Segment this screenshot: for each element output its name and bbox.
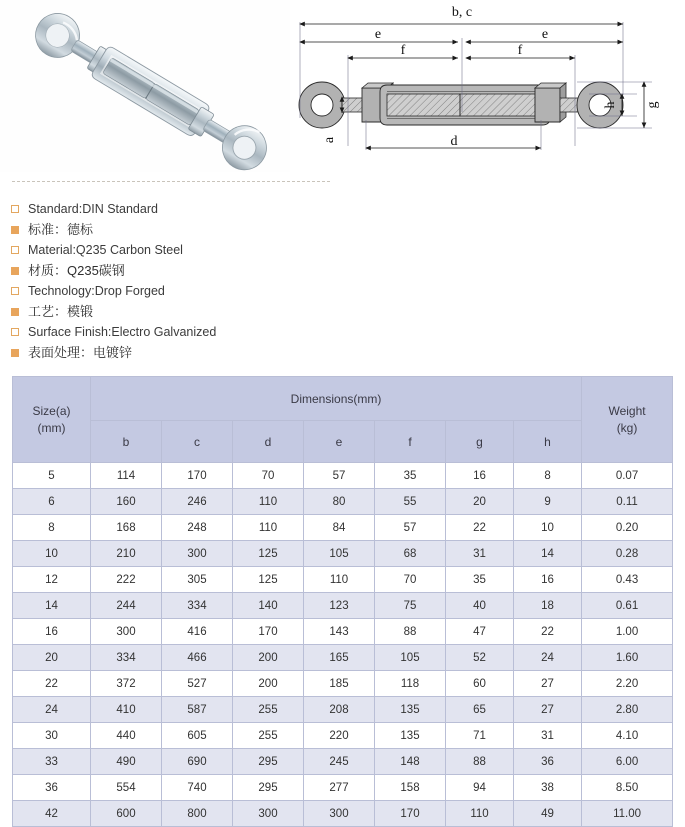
cell-g: 110 [446,801,514,827]
cell-d: 125 [233,541,304,567]
cell-size: 12 [13,567,91,593]
cell-f: 148 [375,749,446,775]
cell-d: 110 [233,515,304,541]
cell-h: 14 [514,541,582,567]
cell-size: 14 [13,593,91,619]
table-row [13,489,673,515]
cell-f: 118 [375,671,446,697]
specification-list [11,199,411,363]
table-row [13,671,673,697]
table-row [13,801,673,827]
spec-text: 材质：Q235碳钢 [28,262,125,278]
cell-size: 10 [13,541,91,567]
cell-b: 334 [91,645,162,671]
dim-label-g: g [645,101,660,109]
header-weight-unit: (kg) [616,420,638,435]
cell-f: 75 [375,593,446,619]
cell-f: 57 [375,515,446,541]
cell-h: 38 [514,775,582,801]
cell-weight: 0.28 [582,541,673,567]
spec-item-surface-cn [11,343,411,363]
drawing-rod-right [460,94,535,116]
cell-c: 246 [162,489,233,515]
spec-text: 标准：德标 [28,221,94,237]
cell-b: 372 [91,671,162,697]
cell-g: 60 [446,671,514,697]
top-illustration-area [0,0,685,172]
cell-g: 47 [446,619,514,645]
cell-b: 222 [91,567,162,593]
cell-weight: 1.60 [582,645,673,671]
drawing-right-block [535,88,560,122]
cell-e: 80 [304,489,375,515]
header-col-b: b [91,421,162,463]
spec-text: Standard:DIN Standard [28,202,158,216]
turnbuckle-assembly [27,5,274,178]
cell-g: 40 [446,593,514,619]
spec-text: Technology:Drop Forged [28,284,165,298]
cell-e: 105 [304,541,375,567]
table-row [13,619,673,645]
header-col-h: h [514,421,582,463]
cell-b: 168 [91,515,162,541]
header-col-d: d [233,421,304,463]
cell-g: 65 [446,697,514,723]
dim-label-h: h [603,101,618,109]
cell-f: 135 [375,723,446,749]
dim-label-e-right: e [541,27,549,42]
solid-square-bullet-icon [11,349,19,357]
cell-c: 300 [162,541,233,567]
header-weight [582,377,673,463]
cell-h: 10 [514,515,582,541]
cell-size: 8 [13,515,91,541]
cell-f: 158 [375,775,446,801]
hollow-square-bullet-icon [11,205,19,213]
cell-b: 160 [91,489,162,515]
cell-d: 255 [233,723,304,749]
cell-g: 20 [446,489,514,515]
cell-d: 200 [233,645,304,671]
technical-drawing [292,0,685,172]
cell-f: 68 [375,541,446,567]
cell-d: 255 [233,697,304,723]
cell-weight: 0.11 [582,489,673,515]
cell-d: 125 [233,567,304,593]
cell-h: 27 [514,697,582,723]
header-size [13,377,91,463]
dimensions-table [12,376,673,827]
cell-h: 27 [514,671,582,697]
cell-g: 52 [446,645,514,671]
cell-e: 208 [304,697,375,723]
cell-f: 35 [375,463,446,489]
spec-text: Surface Finish:Electro Galvanized [28,325,217,339]
solid-square-bullet-icon [11,267,19,275]
spec-item-technology-en [11,281,411,301]
cell-e: 165 [304,645,375,671]
cell-h: 49 [514,801,582,827]
cell-b: 490 [91,749,162,775]
cell-c: 740 [162,775,233,801]
cell-h: 36 [514,749,582,775]
cell-h: 16 [514,567,582,593]
dimensions-table-container [12,376,672,827]
cell-c: 466 [162,645,233,671]
drawing-left-rod [342,98,364,112]
cell-f: 88 [375,619,446,645]
cell-c: 248 [162,515,233,541]
table-row [13,541,673,567]
table-row [13,463,673,489]
cell-d: 300 [233,801,304,827]
header-dimensions: Dimensions(mm) [91,377,582,421]
hollow-square-bullet-icon [11,328,19,336]
cell-weight: 11.00 [582,801,673,827]
spec-item-material-cn [11,261,411,281]
cell-b: 554 [91,775,162,801]
cell-d: 200 [233,671,304,697]
cell-h: 9 [514,489,582,515]
cell-weight: 6.00 [582,749,673,775]
product-photo [0,0,290,172]
cell-b: 114 [91,463,162,489]
cell-d: 170 [233,619,304,645]
cell-h: 31 [514,723,582,749]
solid-square-bullet-icon [11,226,19,234]
drawing-part-geometry [299,82,623,128]
cell-b: 244 [91,593,162,619]
cell-h: 18 [514,593,582,619]
cell-weight: 2.80 [582,697,673,723]
table-body [13,463,673,827]
cell-g: 88 [446,749,514,775]
drawing-rod-left [387,94,460,116]
cell-c: 334 [162,593,233,619]
cell-e: 57 [304,463,375,489]
dim-label-d: d [450,134,458,149]
cell-f: 70 [375,567,446,593]
table-row [13,723,673,749]
cell-h: 24 [514,645,582,671]
cell-e: 110 [304,567,375,593]
table-row [13,515,673,541]
cell-c: 587 [162,697,233,723]
hollow-square-bullet-icon [11,287,19,295]
cell-e: 123 [304,593,375,619]
table-row [13,567,673,593]
header-col-f: f [375,421,446,463]
cell-e: 300 [304,801,375,827]
cell-c: 690 [162,749,233,775]
cell-weight: 4.10 [582,723,673,749]
cell-f: 170 [375,801,446,827]
cell-b: 210 [91,541,162,567]
cell-f: 105 [375,645,446,671]
cell-b: 300 [91,619,162,645]
cell-c: 527 [162,671,233,697]
cell-g: 35 [446,567,514,593]
table-header-row-2 [13,421,673,463]
cell-c: 605 [162,723,233,749]
cell-size: 36 [13,775,91,801]
dim-label-e-left: e [374,27,382,42]
cell-d: 70 [233,463,304,489]
right-eye [214,118,274,178]
dim-label-a: a [322,136,337,144]
table-row [13,645,673,671]
cell-weight: 0.61 [582,593,673,619]
spec-item-surface-en [11,322,411,342]
cell-f: 55 [375,489,446,515]
cell-e: 220 [304,723,375,749]
cell-h: 8 [514,463,582,489]
cell-g: 22 [446,515,514,541]
cell-c: 800 [162,801,233,827]
header-size-unit: (mm) [37,420,66,435]
cell-size: 5 [13,463,91,489]
spec-item-material-en [11,240,411,260]
cell-e: 84 [304,515,375,541]
cell-g: 71 [446,723,514,749]
dim-label-f-right: f [517,43,523,58]
header-col-c: c [162,421,233,463]
cell-size: 22 [13,671,91,697]
cell-weight: 2.20 [582,671,673,697]
cell-e: 277 [304,775,375,801]
header-weight-label: Weight [608,403,646,418]
dim-label-bc: b, c [451,5,473,20]
cell-weight: 0.07 [582,463,673,489]
spec-item-standard-cn [11,220,411,240]
turnbuckle-photo-svg [0,0,290,172]
cell-d: 295 [233,775,304,801]
cell-f: 135 [375,697,446,723]
table-row [13,775,673,801]
table-head [13,377,673,463]
cell-e: 245 [304,749,375,775]
cell-size: 24 [13,697,91,723]
cell-weight: 0.20 [582,515,673,541]
table-header-row-1 [13,377,673,421]
cell-g: 94 [446,775,514,801]
table-row [13,749,673,775]
cell-weight: 1.00 [582,619,673,645]
cell-b: 440 [91,723,162,749]
section-divider [12,181,330,182]
cell-b: 410 [91,697,162,723]
cell-weight: 8.50 [582,775,673,801]
spec-text: Material:Q235 Carbon Steel [28,243,183,257]
header-col-e: e [304,421,375,463]
cell-size: 33 [13,749,91,775]
cell-size: 30 [13,723,91,749]
solid-square-bullet-icon [11,308,19,316]
dim-label-f-left: f [400,43,406,58]
spec-text: 表面处理：电镀锌 [28,344,133,360]
cell-size: 42 [13,801,91,827]
table-row [13,593,673,619]
cell-size: 20 [13,645,91,671]
cell-c: 416 [162,619,233,645]
cell-d: 110 [233,489,304,515]
cell-e: 185 [304,671,375,697]
cell-weight: 0.43 [582,567,673,593]
spec-item-standard-en [11,199,411,219]
header-size-label: Size(a) [32,403,71,418]
left-eye [27,5,87,65]
cell-g: 31 [446,541,514,567]
table-row [13,697,673,723]
hollow-square-bullet-icon [11,246,19,254]
cell-h: 22 [514,619,582,645]
cell-g: 16 [446,463,514,489]
cell-d: 140 [233,593,304,619]
cell-e: 143 [304,619,375,645]
cell-c: 305 [162,567,233,593]
cell-b: 600 [91,801,162,827]
turnbuckle-dimension-drawing [292,0,685,172]
dimension-labels [322,5,660,149]
spec-item-technology-cn [11,302,411,322]
cell-d: 295 [233,749,304,775]
cell-size: 16 [13,619,91,645]
cell-size: 6 [13,489,91,515]
header-col-g: g [446,421,514,463]
cell-c: 170 [162,463,233,489]
spec-text: 工艺：模锻 [28,303,94,319]
